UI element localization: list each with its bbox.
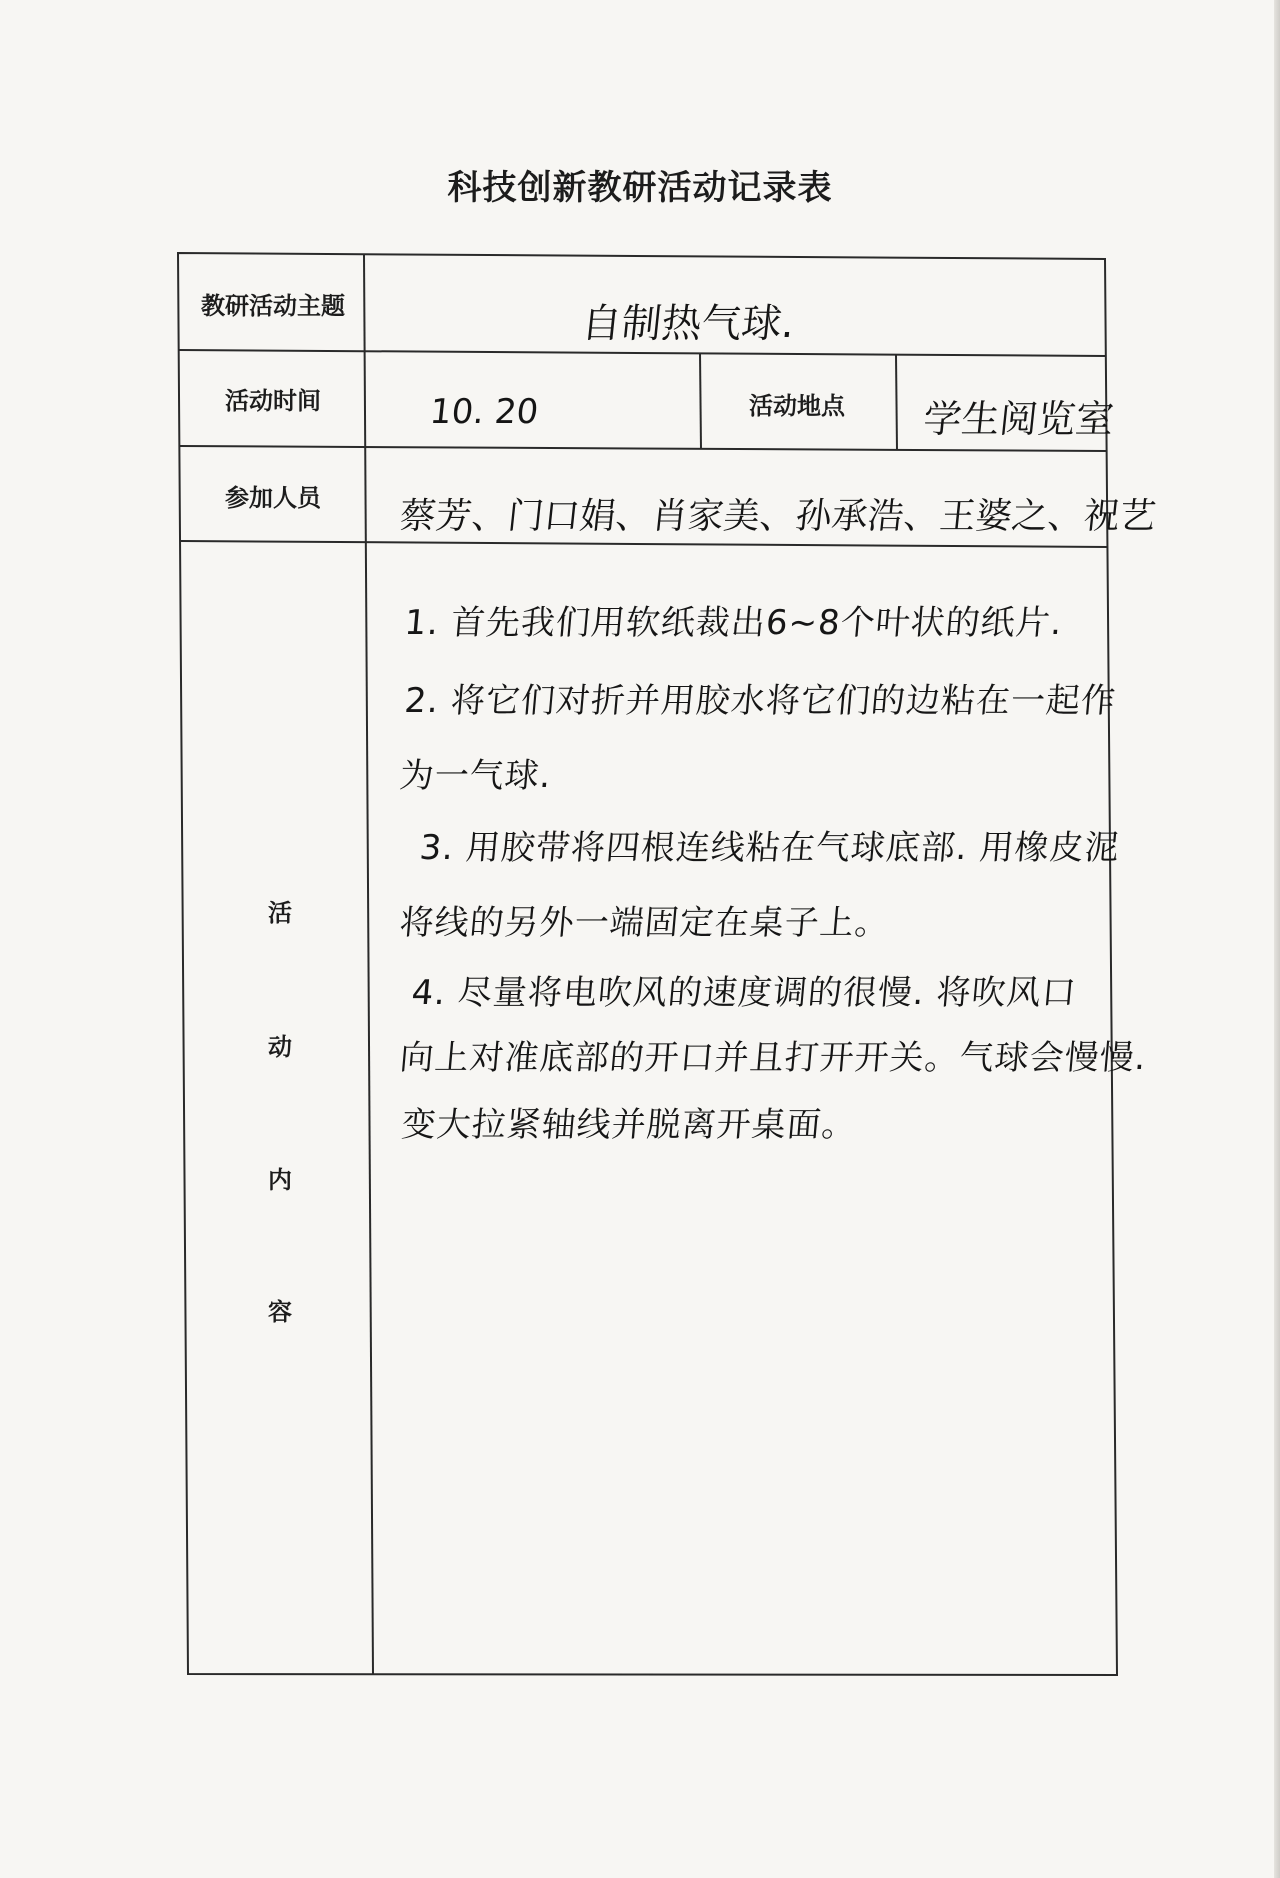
participants-value: 蔡芳、门口娟、肖家美、孙承浩、王婆之、祝艺 [397,496,1158,537]
document-title: 科技创新教研活动记录表 [447,168,833,208]
content-line-1: 1. 首先我们用软纸裁出6~8个叶状的纸片. [402,603,1065,643]
content-line-3: 为一气球. [397,756,554,796]
content-line-6: 4. 尽量将电吹风的速度调的很慢. 将吹风口 [409,973,1079,1013]
content-line-8: 变大拉紧轴线并脱离开桌面。 [399,1105,859,1145]
place-label: 活动地点 [749,391,845,420]
content-line-5: 将线的另外一端固定在桌子上。 [397,903,892,943]
content-label-char-3: 内 [268,1165,292,1194]
topic-value: 自制热气球. [579,301,797,347]
content-line-7: 向上对准底部的开口并且打开开关。气球会慢慢. [397,1038,1149,1078]
topic-label: 教研活动主题 [201,291,345,320]
content-line-2: 2. 将它们对折并用胶水将它们的边粘在一起作 [402,681,1118,721]
content-line-4: 3. 用胶带将四根连线粘在气球底部. 用橡皮泥 [417,828,1122,868]
place-value: 学生阅览室 [921,397,1116,441]
participants-label: 参加人员 [225,483,321,512]
content-label-char-1: 活 [268,898,292,927]
content-label-char-2: 动 [268,1032,292,1061]
time-label: 活动时间 [225,386,321,415]
time-value: 10. 20 [427,392,541,432]
content-label-char-4: 容 [268,1297,292,1326]
